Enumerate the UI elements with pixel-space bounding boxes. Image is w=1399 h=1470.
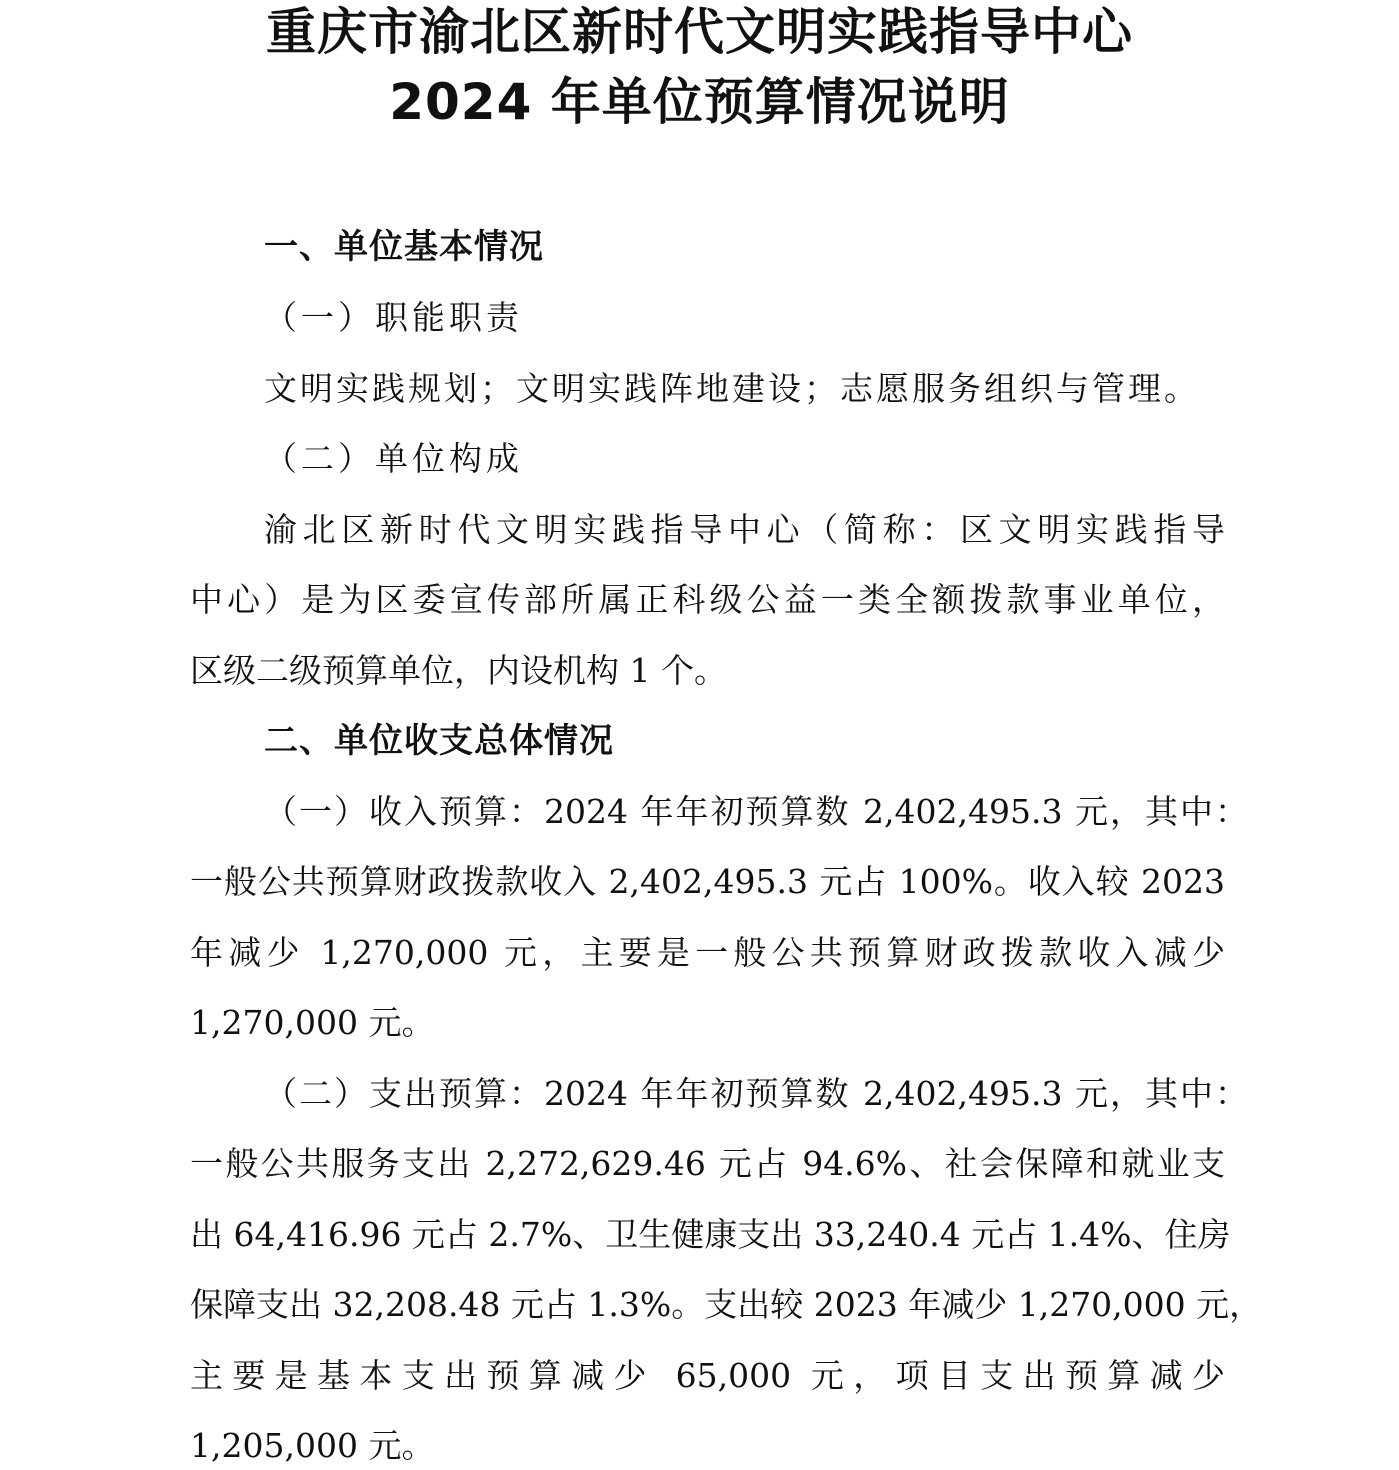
document-title-line-1: 重庆市渝北区新时代文明实践指导中心 [266,3,1133,61]
expense-budget-line: 一般公共服务支出 2,272,629.46 元占 94.6%、社会保障和就业支 [190,1144,1225,1183]
income-budget-line: （一）收入预算：2024 年年初预算数 2,402,495.3 元，其中： [264,792,1248,831]
income-budget-line: 1,270,000 元。 [190,1003,435,1042]
section-1-heading: 一、单位基本情况 [264,227,544,267]
expense-budget-line: 主要是基本支出预算减少 65,000 元，项目支出预算减少 [190,1356,1225,1395]
section-2-heading: 二、单位收支总体情况 [264,721,614,761]
income-budget-line: 年减少 1,270,000 元，主要是一般公共预算财政拨款收入减少 [190,933,1225,972]
document-title-line-2: 2024 年单位预算情况说明 [389,73,1010,131]
subsection-duties-heading: （一）职能职责 [264,298,523,337]
duties-text: 文明实践规划；文明实践阵地建设；志愿服务组织与管理。 [264,369,1200,408]
subsection-composition-heading: （二）单位构成 [264,439,523,478]
composition-line: 区级二级预算单位，内设机构 1 个。 [190,651,727,690]
composition-line: 中心）是为区委宣传部所属正科级公益一类全额拨款事业单位， [190,580,1225,619]
expense-budget-line: （二）支出预算：2024 年年初预算数 2,402,495.3 元，其中： [264,1074,1248,1113]
expense-budget-line: 1,205,000 元。 [190,1426,435,1465]
expense-budget-line: 出 64,416.96 元占 2.7%、卫生健康支出 33,240.4 元占 1.4%、住房 [190,1215,1231,1254]
expense-budget-line: 保障支出 32,208.48 元占 1.3%。支出较 2023 年减少 1,270,000 元， [190,1285,1263,1324]
income-budget-line: 一般公共预算财政拨款收入 2,402,495.3 元占 100%。收入较 2023 [190,862,1225,901]
composition-line: 渝北区新时代文明实践指导中心（简称：区文明实践指导 [264,510,1225,549]
